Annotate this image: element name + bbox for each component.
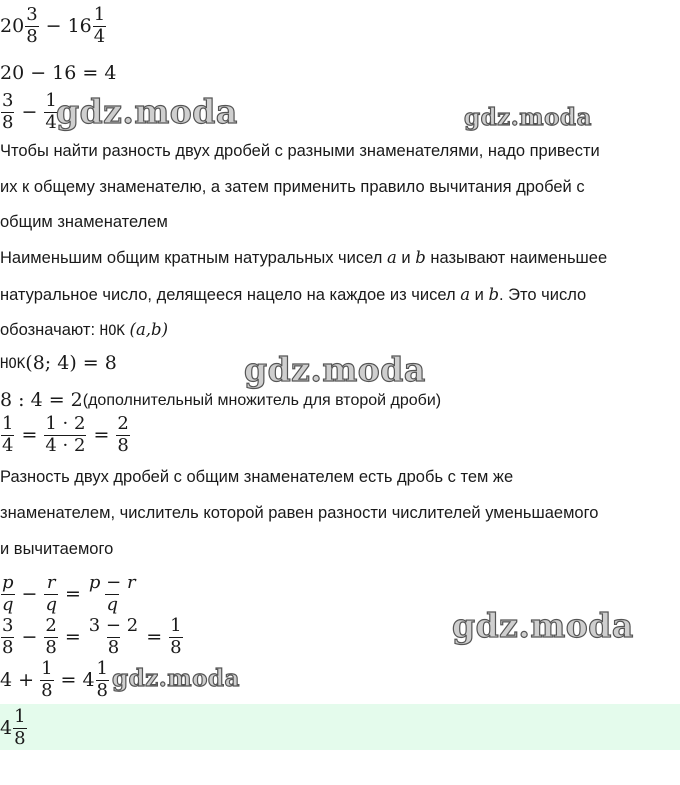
lcm-definition-line-3: обозначают: НОК (a,b) — [0, 320, 169, 339]
expression-mixed-subtraction: 20 $\frac{3}{8}$ − 16 $\frac{1}{4}$ — [0, 4, 106, 47]
fraction-parts-difference: $\frac{3}{8}$ − $\frac{1}{4}$ — [2, 90, 57, 133]
fraction-expansion: $\frac{1}{4}$ = $\frac{1 \cdot 2}{4 \cdot 2}$ = $\frac{2}{8}$ — [2, 413, 129, 456]
lcm-expression: НОК (8; 4) = 8 — [0, 352, 117, 374]
general-rule-formula: $\frac{p}{q}$ − $\frac{r}{q}$ = $\frac{p - r}{q}$ — [2, 572, 136, 615]
whole-2: 16 — [67, 14, 92, 37]
whole-parts-difference: 20 − 16 = 4 — [0, 62, 117, 84]
fraction-calculation: $\frac{3}{8}$ − $\frac{2}{8}$ = $\frac{3 - 2}{8}$ = $\frac{1}{8}$ — [2, 615, 182, 658]
watermark: gdz.moda — [452, 606, 634, 645]
watermark: gdz.moda — [112, 665, 240, 692]
watermark: gdz.moda — [244, 350, 426, 389]
fraction-1: $\frac{3}{8}$ — [26, 4, 38, 47]
answer-box — [0, 704, 680, 750]
subtraction-rule-line-2: знаменателем, числитель которой равен разности числителей уменьшаемого — [0, 504, 599, 522]
answer-value: 4 $\frac{1}{8}$ — [0, 706, 26, 749]
rule-text-line-1: Чтобы найти разность двух дробей с разными знаменателями, надо привести — [0, 142, 600, 160]
final-sum: 4 + $\frac{1}{8}$ = 4 $\frac{1}{8}$ — [0, 658, 108, 701]
fraction-2: $\frac{1}{4}$ — [93, 4, 106, 47]
subtraction-rule-line-3: и вычитаемого — [0, 540, 114, 558]
rule-text-line-2: их к общему знаменателю, а затем применить правило вычитания дробей с — [0, 178, 585, 196]
watermark: gdz.moda — [464, 104, 592, 131]
watermark: gdz.moda — [56, 92, 238, 131]
subtraction-rule-line-1: Разность двух дробей с общим знаменателем есть дробь с тем же — [0, 468, 514, 486]
extra-factor-line: 8 : 4 = 2 (дополнительный множитель для второй дроби) — [0, 389, 442, 411]
lcm-definition-line-1: Наименьшим общим кратным натуральных чисел a и b называют наименьшее — [0, 248, 608, 267]
whole-1: 20 — [0, 14, 25, 37]
lcm-definition-line-2: натуральное число, делящееся нацело на каждое из чисел a и b. Это число — [0, 285, 587, 304]
rule-text-line-3: общим знаменателем — [0, 213, 168, 231]
